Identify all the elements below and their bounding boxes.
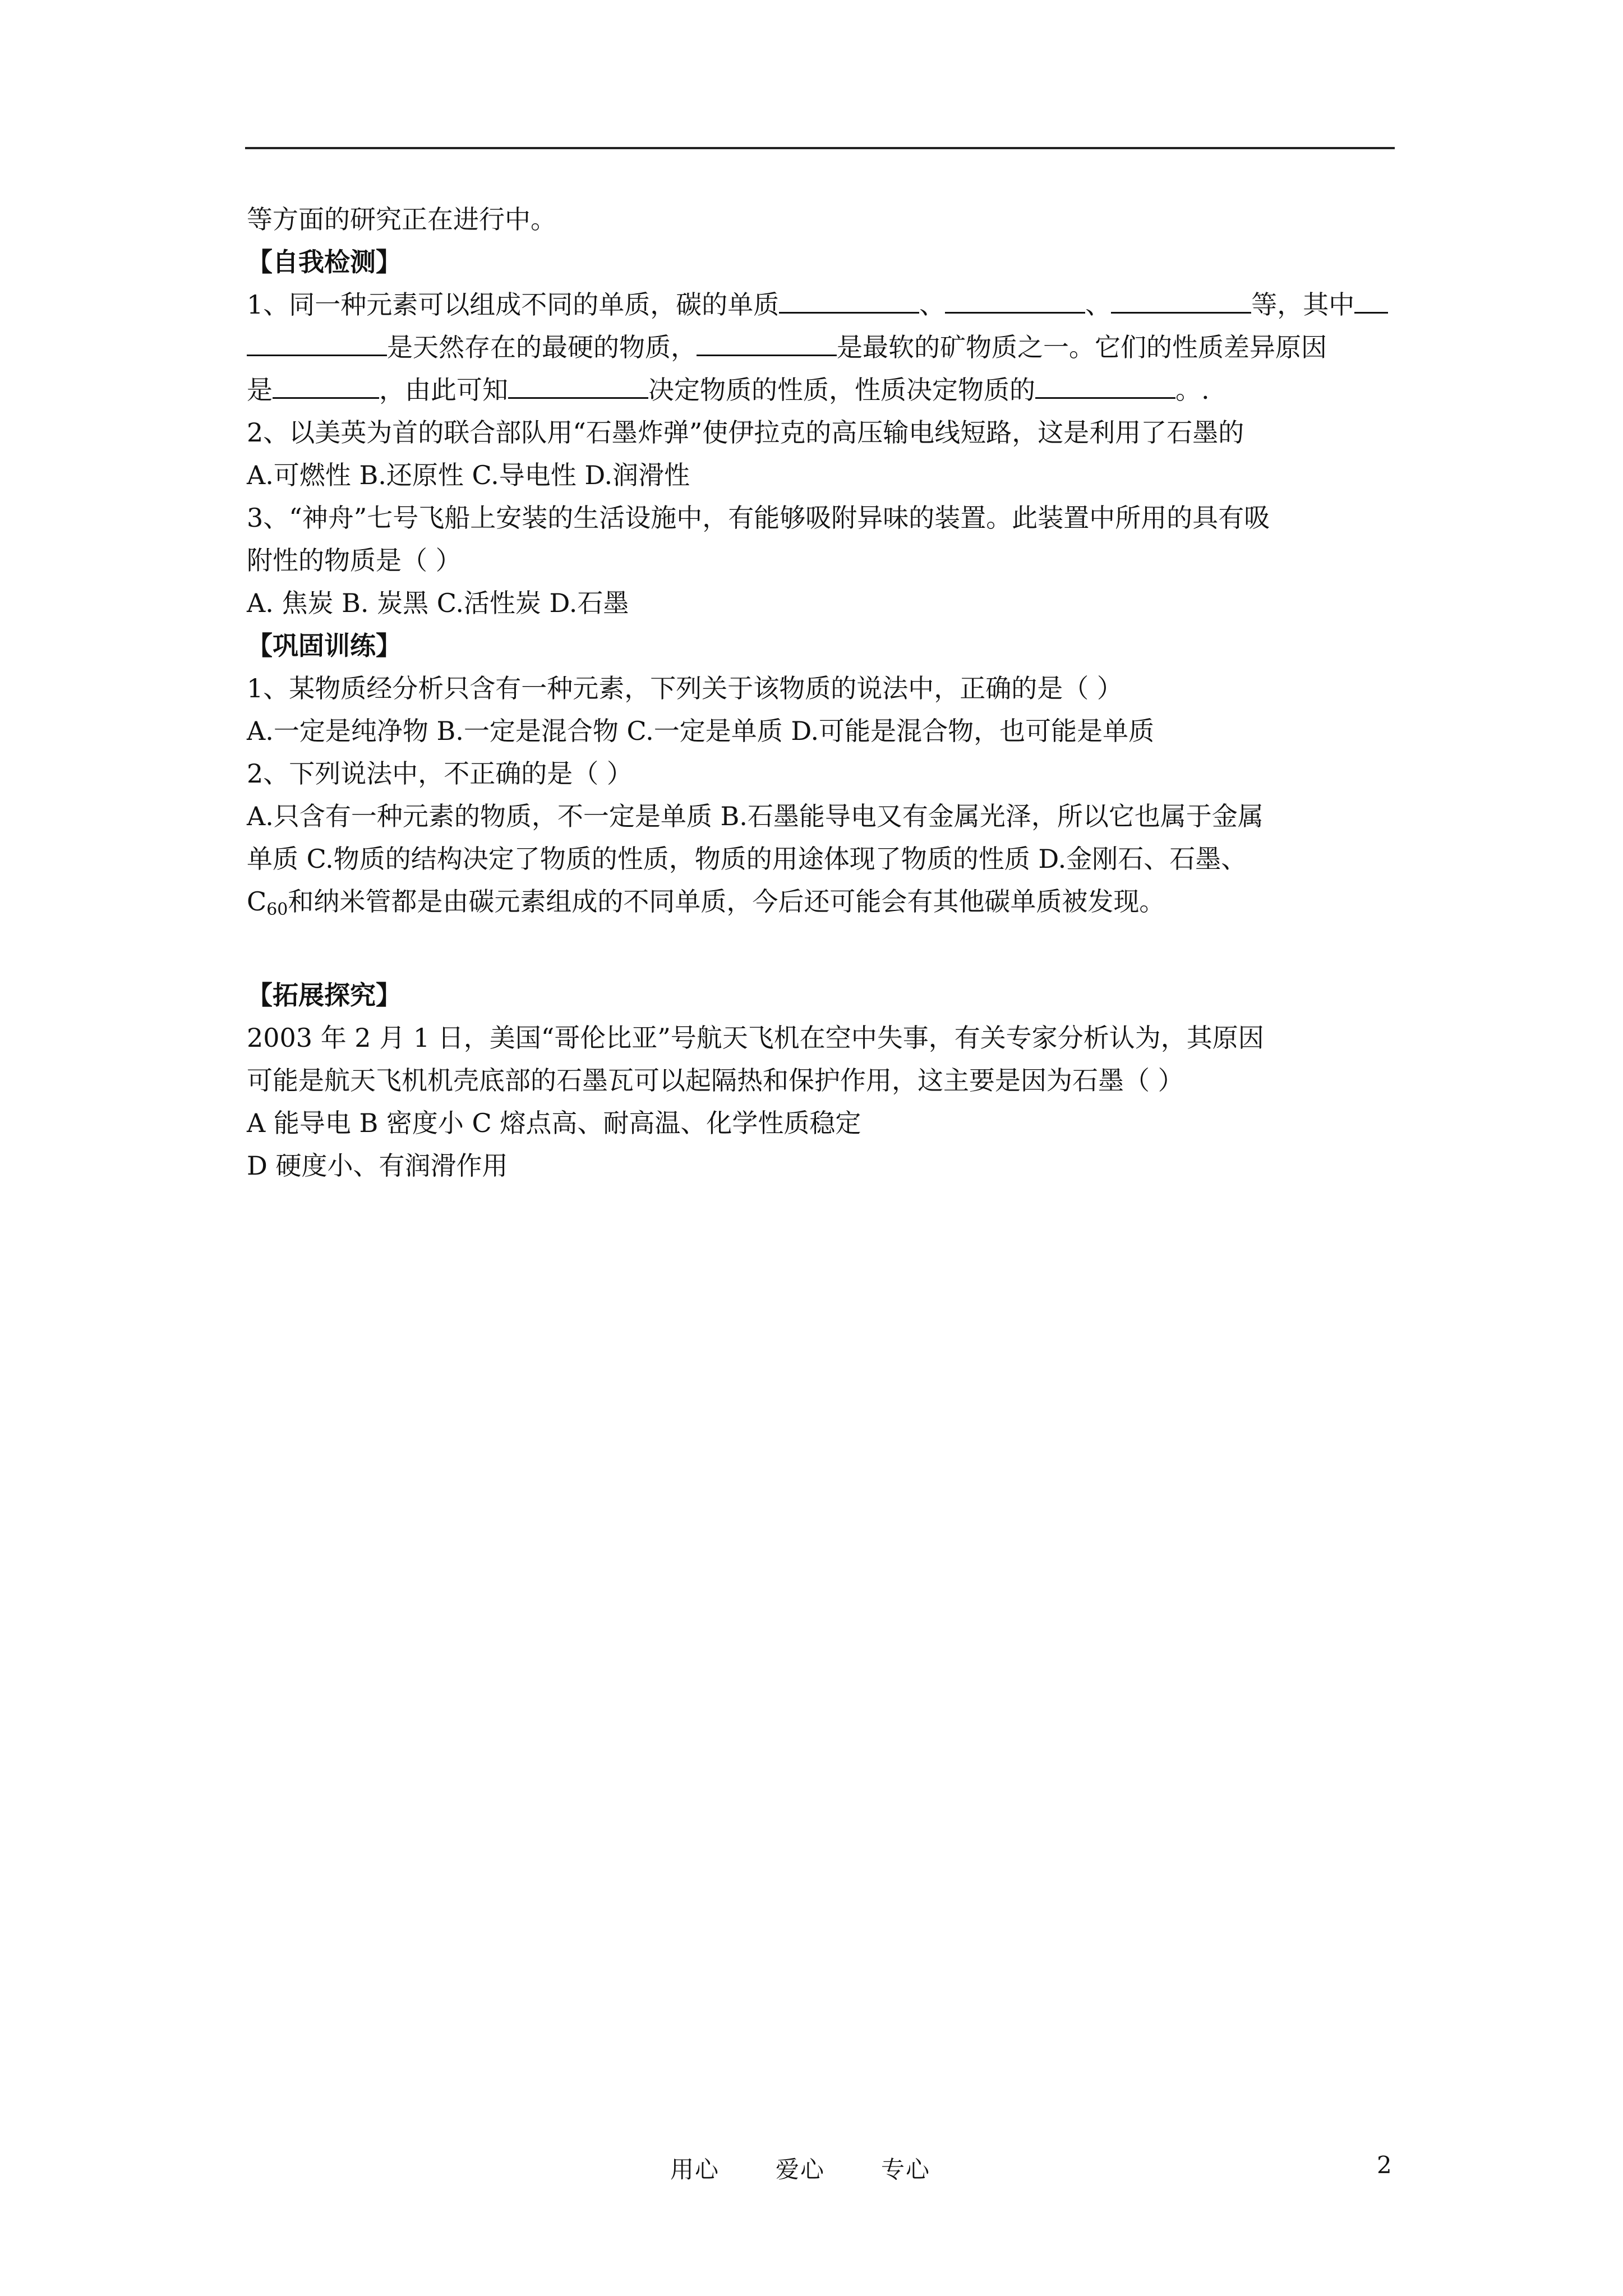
question-3-options: A. 焦炭 B. 炭黑 C.活性炭 D.石墨: [247, 588, 629, 618]
training-question-1: 1、某物质经分析只含有一种元素，下列关于该物质的说法中，正确的是（ ）: [247, 673, 1123, 703]
question-2-options: A.可燃性 B.还原性 C.导电性 D.润滑性: [247, 460, 690, 490]
answer-blank: [508, 371, 648, 399]
question-3-line-1: 3、“神舟”七号飞船上安装的生活设施中，有能够吸附异味的装置。此装置中所用的具有吸: [247, 503, 1270, 533]
page-footer: [0, 2151, 1623, 2185]
training-question-1-options: A.一定是纯净物 B.一定是混合物 C.一定是单质 D.可能是混合物，也可能是单质: [247, 716, 1155, 746]
training-question-2-option-line-3: $C_{60}$和纳米管都是由碳元素组成的不同单质，今后还可能会有其他碳单质被发现。: [247, 886, 1165, 919]
section-heading-consolidation: 【巩固训练】: [247, 631, 402, 661]
answer-blank: [697, 329, 837, 356]
subscript-60: 60: [266, 900, 288, 919]
document-body: [247, 198, 1402, 1187]
question-1-line-2: 是天然存在的最硬的物质， 是最软的矿物质之一。它们的性质差异原因: [247, 326, 1402, 369]
training-question-2-option-line-2: 单质 C.物质的结构决定了物质的性质，物质的用途体现了物质的性质 D.金刚石、石墨、: [247, 844, 1247, 874]
answer-blank: [945, 286, 1085, 314]
extension-question-line-1: 2003 年 2 月 1 日，美国“哥伦比亚”号航天飞机在空中失事，有关专家分析认为，其原因: [247, 1023, 1264, 1053]
question-1-line-3: 是 ，由此可知 决定物质的性质，性质决定物质的 。.: [247, 369, 1402, 411]
answer-blank: [273, 371, 379, 399]
extension-question-options-2: D 硬度小、有润滑作用: [247, 1151, 508, 1181]
extension-question-line-2: 可能是航天飞机机壳底部的石墨瓦可以起隔热和保护作用，这主要是因为石墨（ ）: [247, 1065, 1184, 1096]
section-heading-extension: 【拓展探究】: [247, 980, 402, 1010]
page-number: 2: [1377, 2151, 1392, 2179]
question-2: 2、以美英为首的联合部队用“石墨炸弹”使伊拉克的高压输电线短路，这是利用了石墨的: [247, 417, 1244, 448]
extension-question-options-1: A 能导电 B 密度小 C 熔点高、耐高温、化学性质稳定: [247, 1108, 861, 1138]
answer-blank: [1111, 286, 1251, 314]
footer-motto: 用心 爱心 专心: [670, 2156, 931, 2183]
training-question-2-option-line-1: A.只含有一种元素的物质，不一定是单质 B.石墨能导电又有金属光泽，所以它也属于金属: [247, 801, 1264, 831]
answer-blank: [1035, 371, 1175, 399]
question-3-line-2: 附性的物质是（ ）: [247, 545, 462, 576]
answer-blank: [247, 329, 387, 356]
header-rule: [245, 147, 1395, 149]
section-heading-self-check: 【自我检测】: [247, 247, 402, 277]
answer-blank: [779, 286, 919, 314]
question-1-line-1: 1、同一种元素可以组成不同的单质，碳的单质 、 、 等，其中: [247, 283, 1402, 326]
answer-blank: [1354, 286, 1388, 314]
intro-line: 等方面的研究正在进行中。: [247, 204, 556, 234]
training-question-2: 2、下列说法中，不正确的是（ ）: [247, 758, 633, 789]
